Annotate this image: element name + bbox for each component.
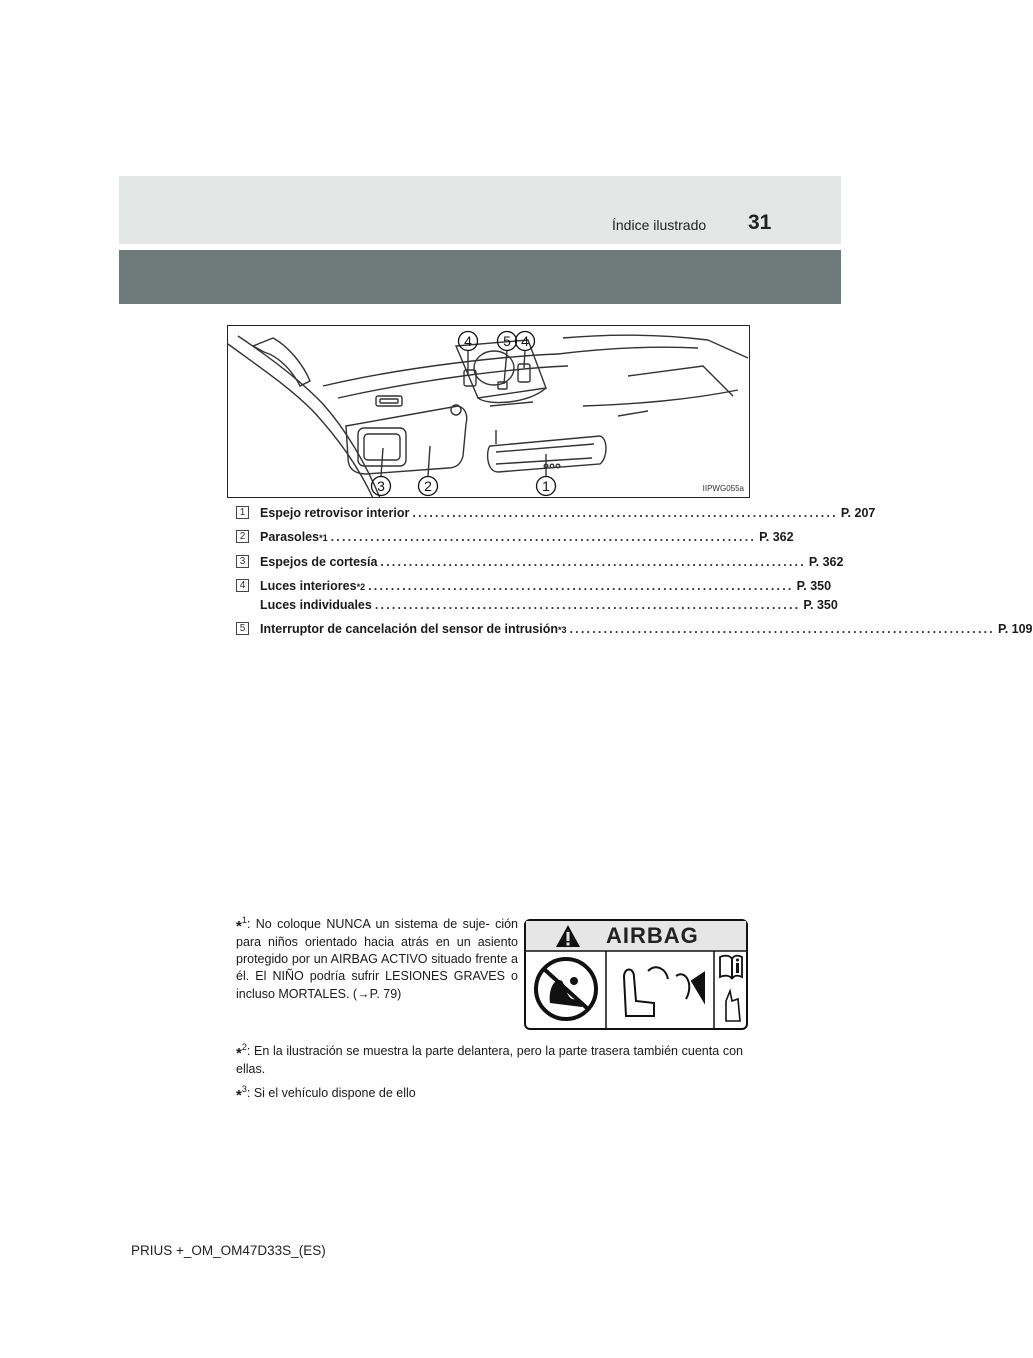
- item-page-ref[interactable]: P. 362: [808, 555, 844, 569]
- interior-illustration: [227, 325, 750, 498]
- header-bar: [119, 250, 841, 304]
- leader-dots: ...........................................................................: [380, 555, 806, 569]
- list-item[interactable]: [236, 506, 876, 524]
- footnote-mark: 1: [241, 915, 247, 925]
- item-number: 5: [236, 622, 249, 635]
- footnote-2: *$^2$: En la ilustración se muestra la parte delantera, pero la parte trasera también cuenta con ellas.: [236, 1042, 743, 1076]
- item-label: Parasoles: [260, 530, 320, 544]
- airbag-warning-label: [524, 919, 748, 1030]
- list-item[interactable]: [236, 622, 1033, 640]
- leader-dots: ...........................................................................: [412, 506, 838, 520]
- footer-model-code: PRIUS +_OM_OM47D33S_(ES): [131, 1243, 326, 1258]
- list-item[interactable]: [236, 579, 832, 597]
- callout-3: 3: [377, 478, 385, 494]
- read-manual-icon: [720, 956, 742, 1021]
- item-page-ref[interactable]: P. 109: [997, 622, 1033, 636]
- overhead-console-drawing: [228, 326, 751, 499]
- item-footnote-mark: *3: [557, 625, 567, 635]
- item-number: 2: [236, 530, 249, 543]
- item-label: Interruptor de cancelación del sensor de intrusión: [260, 622, 558, 636]
- asterisk: *: [236, 1045, 242, 1063]
- seat-airbag-icon: [624, 967, 704, 1016]
- item-footnote-mark: *2: [356, 582, 366, 592]
- no-child-seat-icon: [536, 959, 596, 1019]
- item-number: 3: [236, 555, 249, 568]
- callout-4a: 4: [464, 333, 472, 349]
- callout-2: 2: [424, 478, 432, 494]
- callout-1: 1: [542, 478, 550, 494]
- footnote-mark: 2: [241, 1042, 247, 1052]
- section-title: Índice ilustrado: [612, 217, 707, 233]
- leader-dots: ...........................................................................: [368, 579, 794, 593]
- footnote-mark: 3: [241, 1084, 247, 1094]
- item-label: Espejo retrovisor interior: [260, 506, 410, 520]
- list-item[interactable]: [236, 530, 794, 548]
- leader-dots: ...........................................................................: [569, 622, 995, 636]
- footnote-3: *$^3$: Si el vehículo dispone de ello: [236, 1084, 416, 1105]
- item-page-ref[interactable]: P. 350: [796, 579, 832, 593]
- callout-5: 5: [503, 333, 511, 349]
- asterisk: *: [236, 1087, 242, 1105]
- header-band: [119, 176, 841, 244]
- item-label: Espejos de cortesía: [260, 555, 378, 569]
- page-number: 31: [748, 211, 772, 234]
- item-page-ref[interactable]: P. 350: [803, 598, 838, 612]
- item-footnote-mark: *1: [319, 533, 328, 543]
- callout-4b: 4: [521, 333, 529, 349]
- item-number: 1: [236, 506, 249, 519]
- footnote-text: En la ilustración se muestra la parte delantera, pero la parte trasera también cuenta con ellas.: [236, 1044, 743, 1076]
- airbag-label-title: AIRBAG: [606, 923, 699, 948]
- footnote-text: No coloque NUNCA un sistema de suje- ción para niños orientado hacia atrás en un asiento protegido por un AIRBAG ACTIVO situado frente a él. El NIÑO podría sufrir LESIONES GRAVES o incluso MORTALES. (→P. 79): [236, 917, 519, 1001]
- item-page-ref[interactable]: P. 362: [759, 530, 794, 544]
- footnote-text: Si el vehículo dispone de ello: [253, 1086, 416, 1101]
- footnote-1: *$^1$: No coloque NUNCA un sistema de suje- ción para niños orientado hacia atrás en un asiento protegido por un AIRBAG ACTIVO situado frente a él. El NIÑO podría sufrir LESIONES GRAVES o incluso MORTALES. (→P. 79): [236, 915, 519, 1001]
- item-label: Luces interiores: [260, 579, 357, 593]
- figure-code: IIPWG055a: [702, 484, 744, 493]
- item-number: 4: [236, 579, 249, 592]
- leader-dots: ...........................................................................: [374, 598, 801, 612]
- list-item[interactable]: [236, 555, 844, 573]
- list-item[interactable]: [236, 598, 838, 616]
- asterisk: *: [236, 918, 242, 936]
- leader-dots: ...........................................................................: [330, 530, 757, 544]
- item-label: Luces individuales: [260, 598, 372, 612]
- item-page-ref[interactable]: P. 207: [840, 506, 876, 520]
